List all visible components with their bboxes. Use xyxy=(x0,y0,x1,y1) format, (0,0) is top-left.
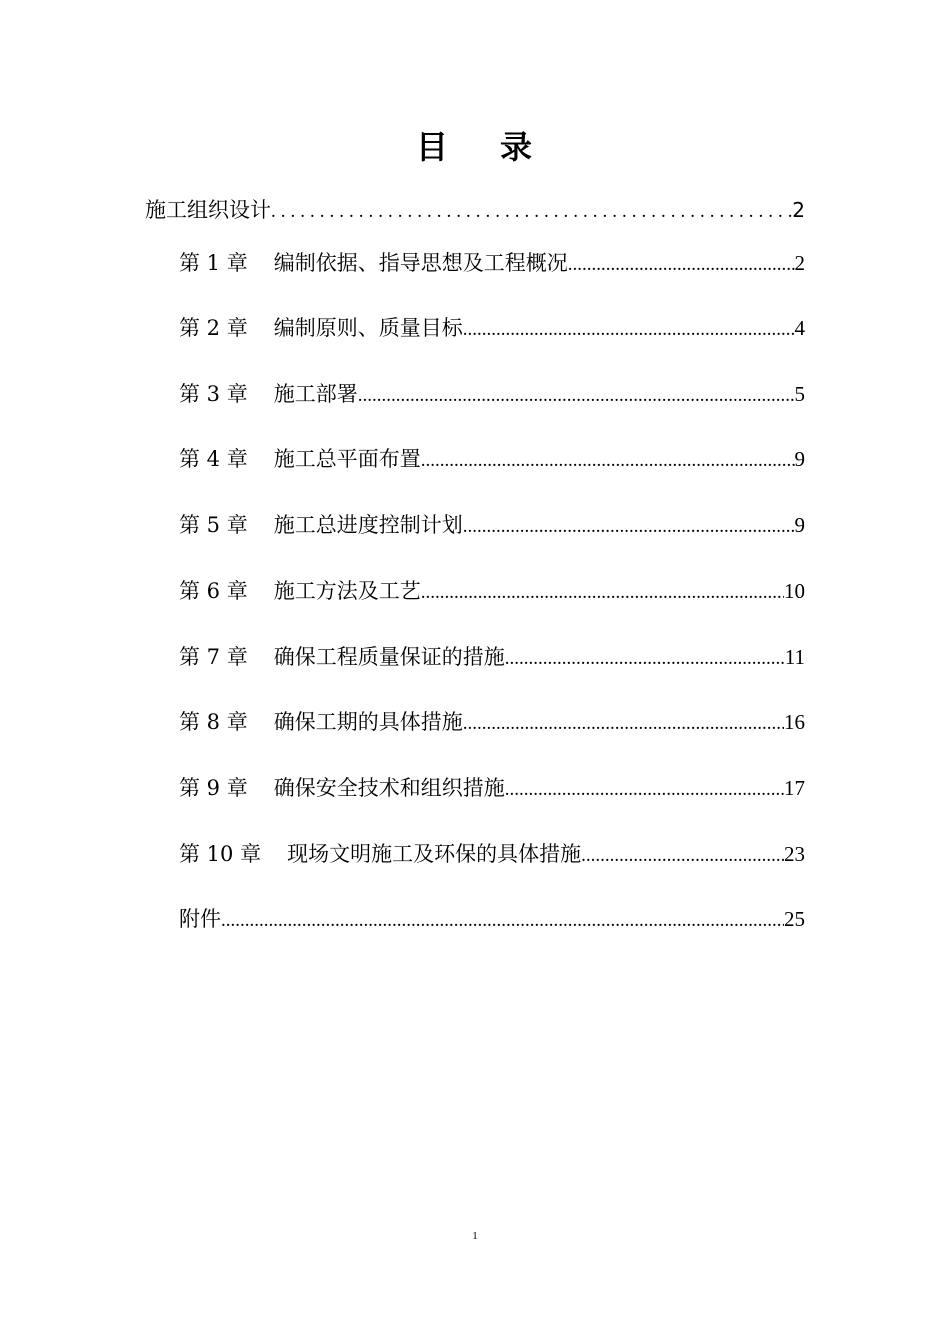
toc-leader-dots xyxy=(421,578,784,608)
chapter-page: 11 xyxy=(784,645,805,669)
footer-page-number: 1 xyxy=(472,1230,478,1242)
chapter-number: 第 5 章 xyxy=(179,513,248,537)
chapter-title: 施工总平面布置 xyxy=(273,447,421,471)
chapter-number: 第 10 章 xyxy=(179,842,262,866)
toc-entry-chapter[interactable] xyxy=(179,313,805,345)
toc-leader-dots xyxy=(505,644,785,674)
toc-entry-chapter[interactable] xyxy=(179,642,805,674)
chapter-number: 第 8 章 xyxy=(179,710,248,734)
chapter-number: 第 4 章 xyxy=(179,447,248,471)
chapter-page: 23 xyxy=(784,842,805,866)
toc-entry-page: 2 xyxy=(792,198,805,222)
toc-leader-dots xyxy=(358,381,795,411)
chapter-number: 第 6 章 xyxy=(179,579,248,603)
toc-entry-appendix[interactable] xyxy=(179,904,805,936)
toc-leader-dots xyxy=(581,841,784,871)
chapter-title: 现场文明施工及环保的具体措施 xyxy=(287,842,582,866)
toc-entry-chapter[interactable] xyxy=(179,248,805,280)
toc-entry-chapter[interactable] xyxy=(179,444,805,476)
toc-leader-dots xyxy=(505,775,784,805)
chapter-number: 第 9 章 xyxy=(179,776,248,800)
toc-leader-dots xyxy=(421,446,795,476)
appendix-label: 附件 xyxy=(179,907,221,931)
chapter-title: 施工总进度控制计划 xyxy=(273,513,463,537)
chapter-page: 9 xyxy=(794,513,805,537)
chapter-title: 编制原则、质量目标 xyxy=(273,316,463,340)
chapter-number: 第 1 章 xyxy=(179,251,248,275)
toc-title-part2: 录 xyxy=(500,128,535,166)
toc-entry-label: 施工组织设计 xyxy=(145,198,271,222)
toc-entry-chapter[interactable] xyxy=(179,839,805,871)
toc-leader-dots xyxy=(271,197,792,227)
toc-leader-dots xyxy=(463,512,795,542)
toc-leader-dots xyxy=(463,709,784,739)
chapter-page: 2 xyxy=(794,251,805,275)
chapter-page: 4 xyxy=(794,316,805,340)
toc-leader-dots xyxy=(463,315,795,345)
toc-leader-dots xyxy=(568,250,795,280)
appendix-page: 25 xyxy=(784,907,805,931)
chapter-page: 16 xyxy=(784,710,805,734)
chapter-page: 17 xyxy=(784,776,805,800)
chapter-number: 第 7 章 xyxy=(179,645,248,669)
chapter-title: 施工部署 xyxy=(273,382,358,406)
chapter-page: 9 xyxy=(794,447,805,471)
toc-entry-top[interactable] xyxy=(145,195,805,227)
chapter-title: 确保安全技术和组织措施 xyxy=(273,776,505,800)
toc-leader-dots xyxy=(221,906,784,936)
chapter-title: 编制依据、指导思想及工程概况 xyxy=(273,251,568,275)
toc-entry-chapter[interactable] xyxy=(179,576,805,608)
chapter-title: 确保工程质量保证的措施 xyxy=(273,645,505,669)
chapter-page: 10 xyxy=(784,579,805,603)
toc-entry-chapter[interactable] xyxy=(179,510,805,542)
chapter-title: 确保工期的具体措施 xyxy=(273,710,463,734)
toc-entry-chapter[interactable] xyxy=(179,707,805,739)
toc-entry-chapter[interactable] xyxy=(179,773,805,805)
chapter-number: 第 3 章 xyxy=(179,382,248,406)
chapter-title: 施工方法及工艺 xyxy=(273,579,421,603)
toc-entry-chapter[interactable] xyxy=(179,379,805,411)
toc-title-part1: 目 xyxy=(415,128,450,166)
chapter-number: 第 2 章 xyxy=(179,316,248,340)
toc-title xyxy=(0,122,950,168)
chapter-page: 5 xyxy=(794,382,805,406)
